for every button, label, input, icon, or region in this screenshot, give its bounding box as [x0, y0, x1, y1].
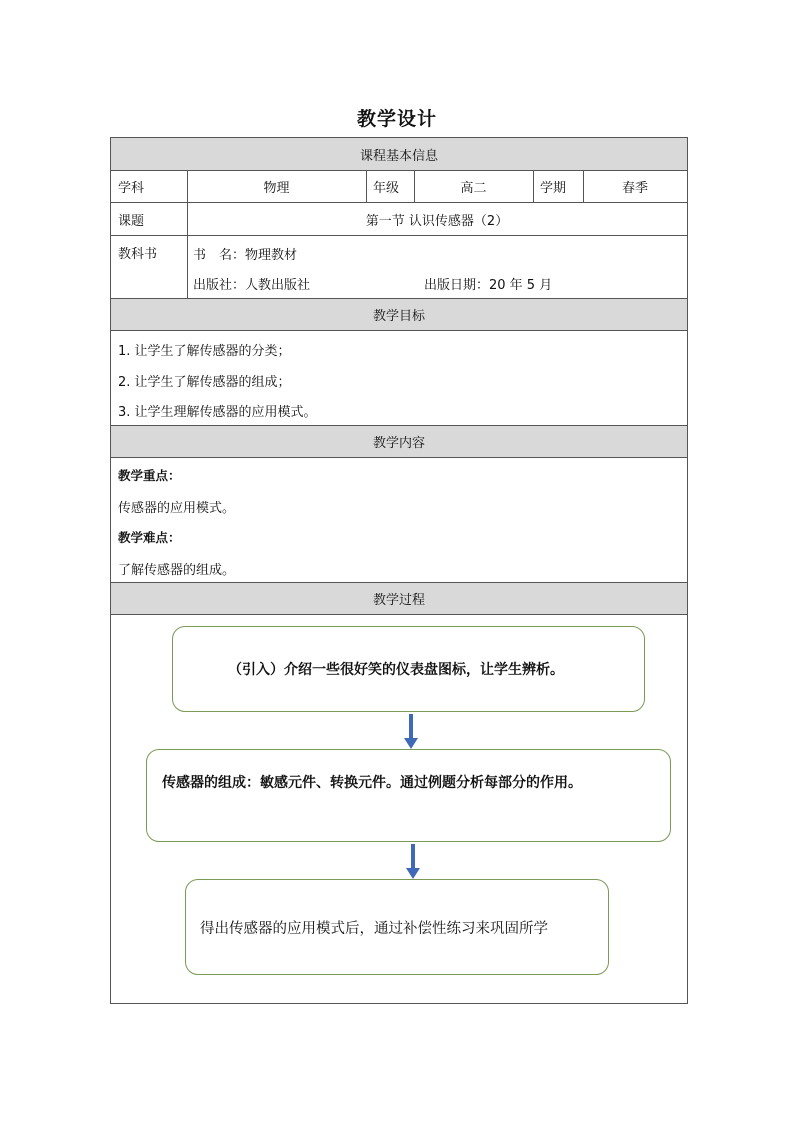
subject-value: 物理 [263, 181, 290, 196]
down-arrow-icon [403, 714, 419, 750]
down-arrow-icon [405, 844, 421, 880]
topic-label: 课题 [118, 213, 145, 229]
publisher: 出版社：人教出版社 [193, 278, 311, 293]
term-label: 学期 [540, 181, 567, 196]
info-row-topic [111, 203, 687, 235]
book-name: 书 名：物理教材 [193, 248, 298, 263]
content-block [111, 458, 687, 582]
process-step-text: （引入）介绍一些很好笑的仪表盘图标，让学生辨析。 [228, 662, 564, 678]
textbook-label: 教科书 [118, 247, 158, 262]
difficulty-label: 教学难点： [118, 530, 181, 545]
publish-date: 出版日期：20 年 5 月 [424, 278, 553, 293]
section-title: 教学内容 [372, 436, 425, 451]
lesson-plan-table [110, 137, 688, 1004]
process-step-text: 传感器的组成：敏感元件、转换元件。通过例题分析每部分的作用。 [162, 775, 582, 791]
document-title: 教学设计 [356, 108, 437, 130]
term-value: 春季 [621, 181, 648, 196]
grade-label: 年级 [373, 181, 400, 196]
objectives-list [111, 331, 687, 425]
section-title: 教学过程 [372, 593, 425, 608]
topic-value: 第一节 认识传感器（2） [365, 213, 509, 229]
section-header-content [111, 426, 687, 457]
info-row-textbook [111, 236, 687, 298]
process-step-3-box [185, 879, 609, 975]
objective-item: 2. 让学生了解传感器的组成； [118, 375, 291, 390]
section-header-basic-info [111, 138, 687, 170]
grade-value: 高二 [460, 181, 487, 196]
objective-item: 1. 让学生了解传感器的分类； [118, 344, 291, 359]
key-point-text: 传感器的应用模式。 [118, 501, 236, 516]
process-step-text: 得出传感器的应用模式后，通过补偿性练习来巩固所学 [200, 921, 548, 937]
process-step-1-box [172, 626, 645, 712]
subject-label: 学科 [118, 181, 145, 196]
section-header-objectives [111, 299, 687, 330]
objective-item: 3. 让学生理解传感器的应用模式。 [118, 405, 317, 420]
section-title: 课程基本信息 [359, 148, 438, 164]
key-point-label: 教学重点： [118, 468, 181, 483]
difficulty-text: 了解传感器的组成。 [118, 563, 236, 578]
info-row-subject [111, 171, 687, 202]
section-title: 教学目标 [372, 309, 425, 324]
section-header-process [111, 583, 687, 614]
process-step-2-box [146, 749, 671, 842]
